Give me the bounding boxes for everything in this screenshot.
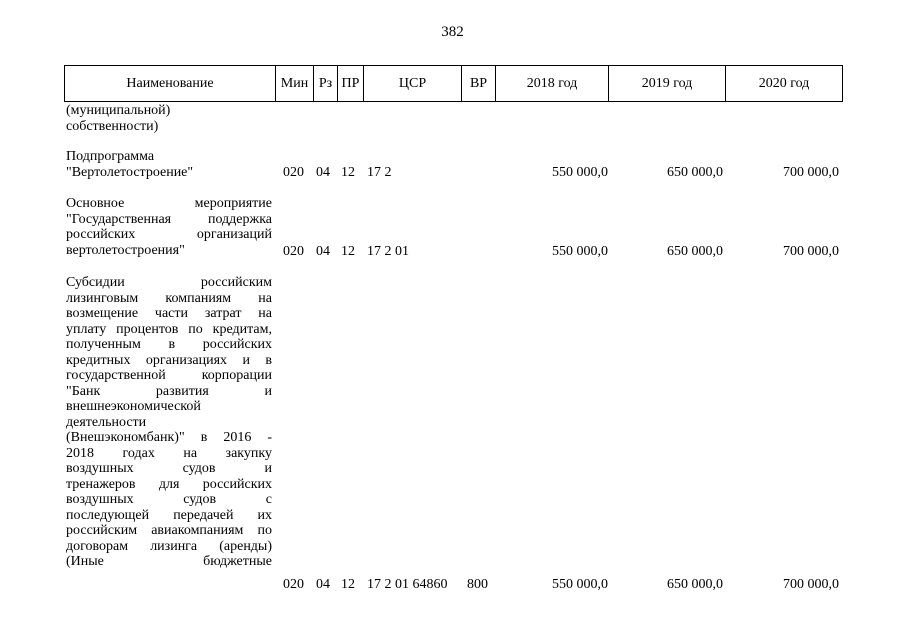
name-line: последующей передачей их (66, 507, 272, 523)
header-name: Наименование (126, 76, 214, 91)
name-line: Основное мероприятие (66, 196, 272, 211)
name-line: российских организаций (66, 227, 272, 242)
cell-2020: 700 000,0 (783, 244, 839, 259)
cell-2020: 700 000,0 (783, 165, 839, 180)
cell-rz: 04 (316, 577, 330, 592)
name-line: лизинговым компаниям на (66, 290, 272, 306)
name-line: воздушных судов и (66, 461, 272, 476)
header-csr: ЦСР (363, 66, 461, 101)
header-vr: ВР (461, 66, 495, 101)
cell-csr: 17 2 01 (367, 244, 409, 259)
cell-min: 020 (283, 577, 304, 592)
name-line: "Вертолетостроение" (66, 164, 194, 180)
header-2019: 2019 год (608, 66, 725, 101)
name-line: возмещение части затрат на (66, 306, 272, 321)
cell-2019: 650 000,0 (667, 165, 723, 180)
cell-pr: 12 (341, 577, 355, 592)
cell-min: 020 (283, 165, 304, 180)
header-2020: 2020 год (725, 66, 842, 101)
table-row-name (66, 275, 272, 570)
name-line: уплату процентов по кредитам, (66, 321, 272, 337)
name-line: собственности) (66, 118, 159, 134)
table-row-name (66, 196, 272, 258)
name-line: полученным в российских (66, 337, 272, 352)
name-line: "Банк развития и (66, 383, 272, 399)
page-number: 382 (441, 24, 464, 40)
cell-vr: 800 (467, 577, 488, 592)
cell-rz: 04 (316, 244, 330, 259)
name-line: (Иные бюджетные (66, 554, 272, 569)
name-line: вертолетостроения" (66, 242, 185, 258)
cell-csr: 17 2 01 64860 (367, 577, 448, 592)
cell-2020: 700 000,0 (783, 577, 839, 592)
name-line: деятельности (66, 414, 147, 430)
name-line: государственной корпорации (66, 368, 272, 383)
table-row-name (66, 103, 272, 134)
name-line: Подпрограмма (66, 149, 155, 164)
name-line: кредитных организациях и в (66, 352, 272, 368)
name-line: российским авиакомпаниям по (66, 523, 272, 538)
header-pr: ПР (337, 66, 363, 101)
cell-2018: 550 000,0 (552, 165, 608, 180)
cell-2018: 550 000,0 (552, 577, 608, 592)
name-line: Субсидии российским (66, 275, 272, 290)
table-row-name (66, 149, 272, 180)
name-line: 2018 годах на закупку (66, 445, 272, 461)
cell-csr: 17 2 (367, 165, 392, 180)
header-2018: 2018 год (495, 66, 608, 101)
name-line: (Внешэкономбанк)" в 2016 - (66, 430, 272, 445)
name-line: внешнеэкономической (66, 399, 201, 414)
name-line: "Государственная поддержка (66, 211, 272, 227)
cell-pr: 12 (341, 165, 355, 180)
name-line: воздушных судов с (66, 492, 272, 507)
name-line: (муниципальной) (66, 103, 171, 118)
cell-pr: 12 (341, 244, 355, 259)
cell-2019: 650 000,0 (667, 244, 723, 259)
header-min: Мин (275, 66, 313, 101)
name-line: тренажеров для российских (66, 476, 272, 492)
cell-min: 020 (283, 244, 304, 259)
table-header (64, 65, 843, 102)
cell-2019: 650 000,0 (667, 577, 723, 592)
cell-2018: 550 000,0 (552, 244, 608, 259)
header-rz: Рз (313, 66, 337, 101)
name-line: договорам лизинга (аренды) (66, 538, 272, 554)
cell-rz: 04 (316, 165, 330, 180)
